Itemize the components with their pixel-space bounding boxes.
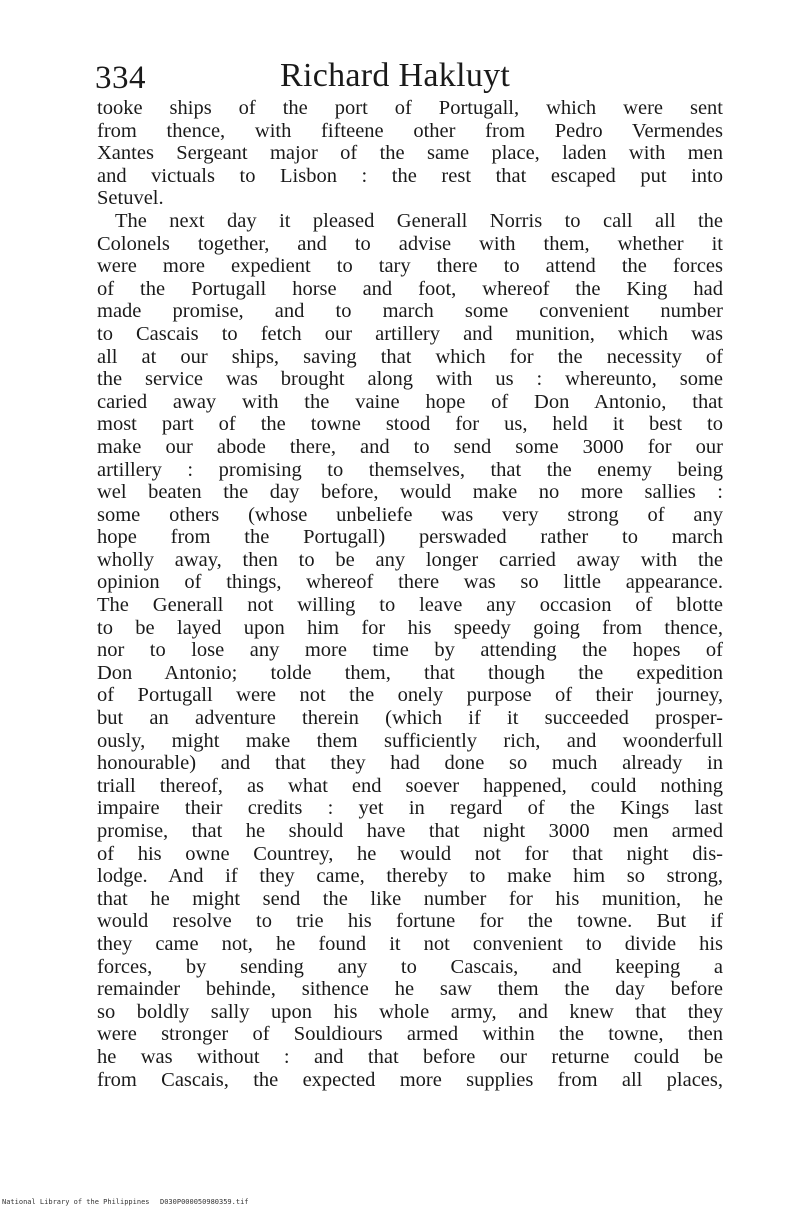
text-line: of his owne Countrey, he would not for that night dis-	[97, 842, 723, 865]
text-line: Colonels together, and to advise with them, whether it	[97, 232, 723, 255]
text-line: wel beaten the day before, would make no more sallies :	[97, 481, 723, 504]
text-line: ously, might make them sufficiently rich, and woonderfull	[97, 729, 723, 752]
text-line: triall thereof, as what end soever happened, could nothing	[97, 774, 723, 797]
text-line: from thence, with fifteene other from Pedro Vermendes	[97, 119, 723, 142]
text-line: but an adventure therein (which if it succeeded prosper-	[97, 707, 723, 730]
text-line: they came not, he found it not convenient to divide his	[97, 932, 723, 955]
text-line: wholly away, then to be any longer carried away with the	[97, 548, 723, 571]
text-line: honourable) and that they had done so much already in	[97, 752, 723, 775]
text-line: to be layed upon him for his speedy going from thence,	[97, 616, 723, 639]
text-line: make our abode there, and to send some 3000 for our	[97, 435, 723, 458]
text-line: to Cascais to fetch our artillery and munition, which was	[97, 322, 723, 345]
text-line: would resolve to trie his fortune for the towne. But if	[97, 910, 723, 933]
text-line: Setuvel.	[97, 187, 164, 210]
text-line: some others (whose unbeliefe was very strong of any	[97, 503, 723, 526]
text-line: The Generall not willing to leave any occasion of blotte	[97, 594, 723, 617]
text-line: promise, that he should have that night 3000 men armed	[97, 820, 723, 842]
text-line: impaire their credits : yet in regard of the Kings last	[97, 797, 723, 820]
text-line: were more expedient to tary there to attend the forces	[97, 255, 723, 278]
text-line: most part of the towne stood for us, held it best to	[97, 413, 723, 436]
text-line: Xantes Sergeant major of the same place, laden with men	[97, 142, 723, 165]
text-line: made promise, and to march some convenient number	[97, 300, 723, 323]
text-line: remainder behinde, sithence he saw them the day before	[97, 978, 723, 1001]
text-line: and victuals to Lisbon : the rest that escaped put into	[97, 164, 723, 187]
text-line: tooke ships of the port of Portugall, which were sent	[97, 97, 723, 119]
text-line: that he might send the like number for his munition, he	[97, 887, 723, 910]
text-line: Don Antonio; tolde them, that though the expedition	[97, 661, 723, 684]
text-line: he was without : and that before our returne could be	[97, 1045, 723, 1068]
text-line: were stronger of Souldiours armed within the towne, then	[97, 1023, 723, 1046]
text-line: hope from the Portugall) perswaded rather to march	[97, 526, 723, 549]
text-line: all at our ships, saving that which for the necessity of	[97, 345, 723, 368]
running-title: Richard Hakluyt	[280, 57, 511, 94]
text-line: The next day it pleased Generall Norris to call all the	[115, 209, 723, 232]
text-line: nor to lose any more time by attending the hopes of	[97, 639, 723, 662]
text-line: of the Portugall horse and foot, whereof the King had	[97, 277, 723, 300]
body-text	[97, 97, 723, 1091]
text-line: artillery : promising to themselves, that the enemy being	[97, 458, 723, 481]
scan-source-label: National Library of the Philippines	[2, 1198, 150, 1206]
text-line: forces, by sending any to Cascais, and keeping a	[97, 955, 723, 978]
text-line: opinion of things, whereof there was so little appearance.	[97, 571, 723, 594]
page-number: 334	[95, 60, 146, 96]
text-line: so boldly sally upon his whole army, and knew that they	[97, 1000, 723, 1023]
text-line: caried away with the vaine hope of Don Antonio, that	[97, 390, 723, 413]
text-line: lodge. And if they came, thereby to make him so strong,	[97, 865, 723, 888]
scan-file-id: D030P000050980359.tif	[160, 1198, 249, 1206]
text-line: from Cascais, the expected more supplies from all places,	[97, 1068, 723, 1091]
text-line: of Portugall were not the onely purpose of their journey,	[97, 684, 723, 707]
text-line: the service was brought along with us : whereunto, some	[97, 368, 723, 391]
